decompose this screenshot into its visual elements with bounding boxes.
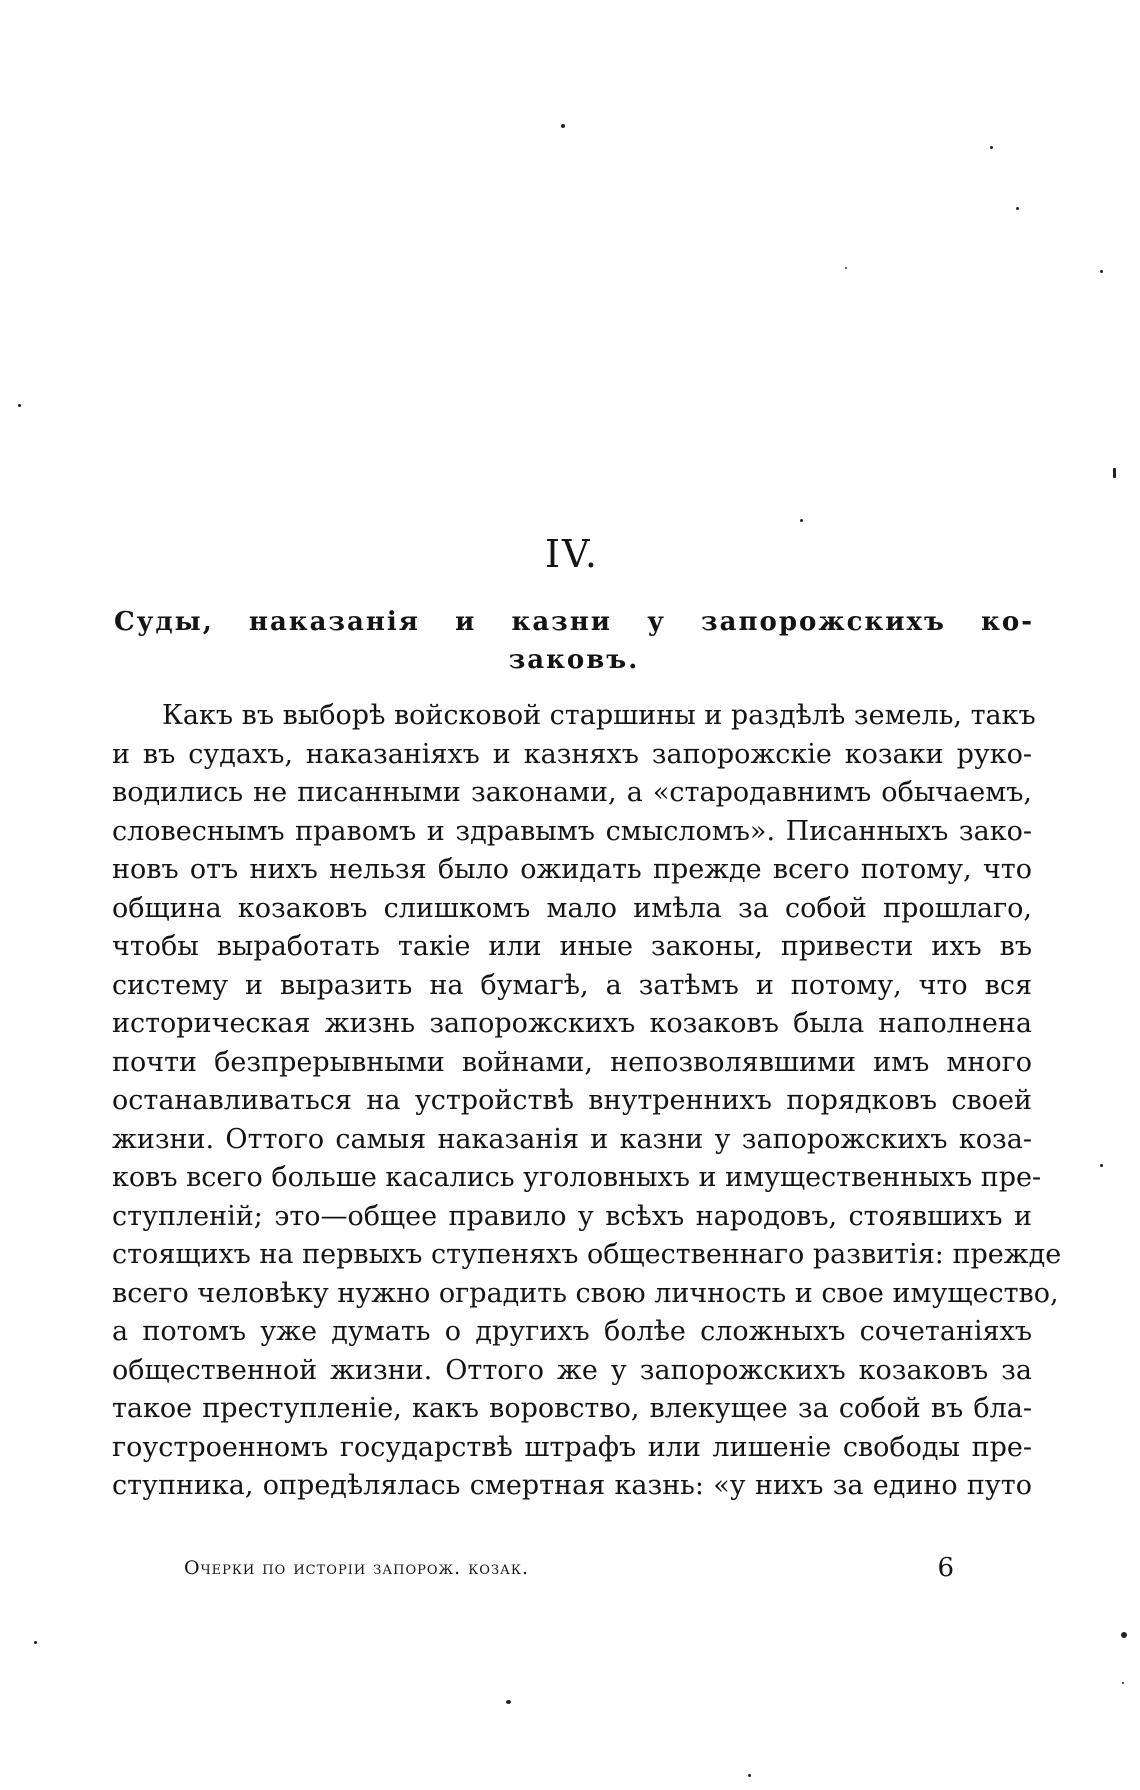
scan-speck xyxy=(1113,468,1116,478)
scan-speck xyxy=(1016,207,1019,210)
text-line: жизни. Оттого самыя наказанія и казни у запорожскихъ коза- xyxy=(112,1123,1032,1155)
text-line: гоустроенномъ государствѣ штрафъ или лишеніе свободы пре- xyxy=(112,1431,1032,1463)
text-line: чтобы выработать такіе или иные законы, привести ихъ въ xyxy=(112,931,1032,962)
text-line: систему и выразить на бумагѣ, а затѣмъ и потому, что вся xyxy=(112,969,1032,1001)
scan-speck xyxy=(845,267,847,269)
text-line: Какъ въ выборѣ войсковой старшины и раздѣлѣ земель, такъ xyxy=(162,700,1036,731)
text-line: община козаковъ слишкомъ мало имѣла за собой прошлаго, xyxy=(112,892,1032,924)
scan-speck xyxy=(18,404,21,407)
text-line: ступленій; это—общее правило у всѣхъ народовъ, стоявшихъ и xyxy=(112,1200,1032,1232)
text-line: стоящихъ на первыхъ ступеняхъ общественнаго развитія: прежде xyxy=(112,1239,1062,1270)
chapter-title-line-2: заковъ. xyxy=(508,645,640,675)
text-line: водились не писанными законами, а «стародавнимъ обычаемъ, xyxy=(112,777,1032,808)
text-line: словеснымъ правомъ и здравымъ смысломъ». Писанныхъ зако- xyxy=(112,815,1032,847)
text-line: останавливаться на устройствѣ внутреннихъ порядковъ своей xyxy=(112,1085,1032,1116)
scan-speck xyxy=(1122,1682,1124,1684)
scan-speck xyxy=(748,1774,751,1777)
text-line: историческая жизнь запорожскихъ козаковъ была наполнена xyxy=(112,1008,1032,1039)
signature-mark: 6 xyxy=(937,1553,954,1583)
scan-speck xyxy=(561,124,565,128)
scan-speck xyxy=(1121,1632,1127,1638)
text-line: всего человѣку нужно оградить свою личность и свое имущество, xyxy=(112,1277,1059,1309)
body-paragraph xyxy=(112,697,1062,1506)
text-line: и въ судахъ, наказаніяхъ и казняхъ запорожскіе козаки руко- xyxy=(112,738,1032,770)
scan-speck xyxy=(506,1700,511,1704)
text-line: новъ отъ нихъ нельзя было ожидать прежде всего потому, что xyxy=(112,854,1032,885)
chapter-title xyxy=(114,603,1034,679)
text-line: ступника, опредѣлялась смертная казнь: «у нихъ за едино путо xyxy=(112,1470,1032,1501)
text-line: такое преступленіе, какъ воровство, влекущее за собой въ бла- xyxy=(112,1393,1032,1424)
text-line: а потомъ уже думать о другихъ болѣе сложныхъ сочетаніяхъ xyxy=(112,1316,1032,1347)
chapter-title-line-1: Суды, наказанія и казни у запорожскихъ ко- xyxy=(114,607,1034,637)
scan-speck xyxy=(1100,270,1103,273)
text-line: почти безпрерывными войнами, непозволявшими имъ много xyxy=(112,1046,1032,1078)
page-footer xyxy=(184,1553,954,1583)
scan-speck xyxy=(990,146,993,149)
text-line: ковъ всего больше касались уголовныхъ и имущественныхъ пре- xyxy=(112,1162,1042,1193)
running-title: Очерки по исторіи запорож. козак. xyxy=(184,1557,529,1579)
scan-speck xyxy=(800,519,803,522)
scan-speck xyxy=(1100,1164,1103,1167)
scan-speck xyxy=(34,1641,37,1644)
chapter-number: IV. xyxy=(545,532,599,576)
text-line: общественной жизни. Оттого же у запорожскихъ козаковъ за xyxy=(112,1354,1032,1386)
